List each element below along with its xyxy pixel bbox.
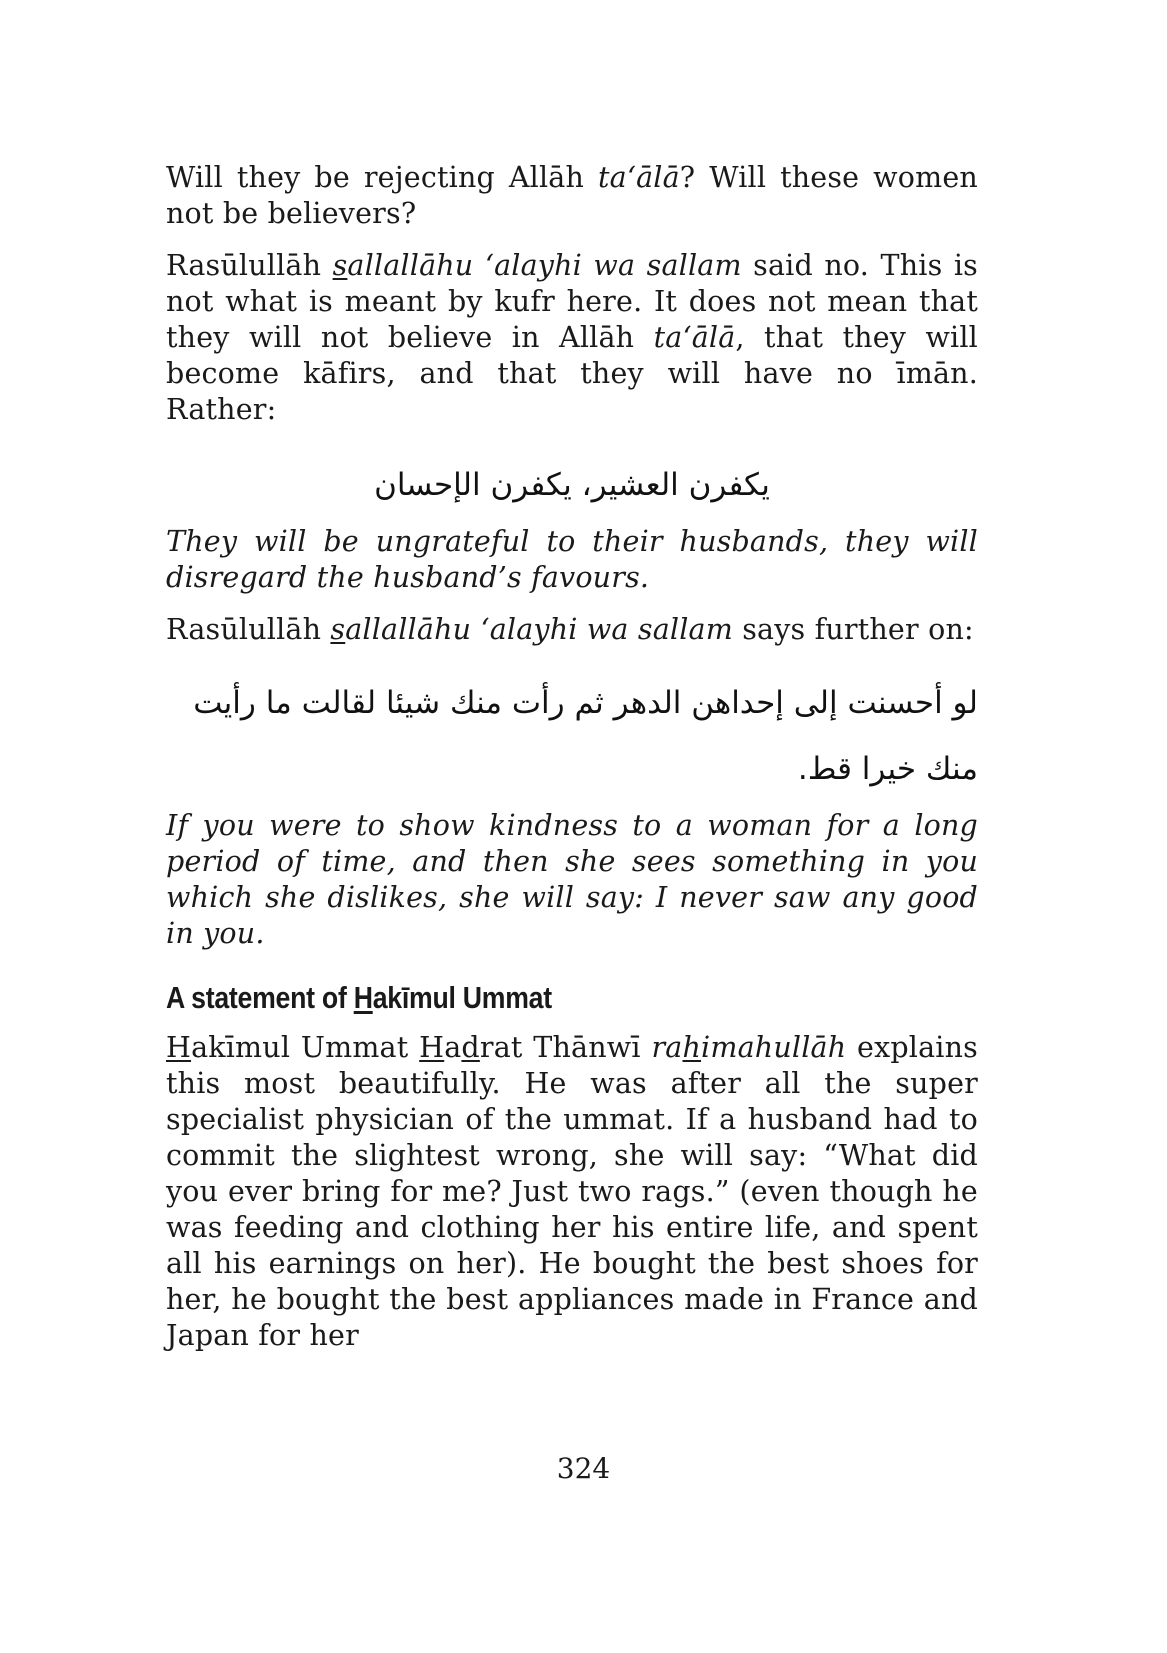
underlined-letter: d — [461, 1031, 480, 1064]
translation-2: If you were to show kindness to a woman for a long period of time, and then she sees something in you which she dislikes, she will say: I never saw any good in you. — [166, 809, 978, 950]
paragraph-1 — [166, 160, 978, 232]
text-run: said no. This is not what is meant by kufr here. It does not mean that they will not believe in Allāh — [166, 249, 978, 354]
text-run: Rasūlullāh — [166, 613, 331, 646]
paragraph-3 — [166, 612, 978, 648]
italic-term: ta‘ālā — [597, 161, 680, 194]
text-run: ? Will these women not be believers? — [166, 161, 978, 230]
page-body — [166, 160, 978, 1354]
translation-1: They will be ungrateful to their husbands, they will disregard the husband’s favours. — [166, 525, 978, 594]
text-run: , that they will become kāfirs, and that they will have no īmān. Rather: — [166, 321, 978, 426]
text-run: Rasūlullāh — [166, 249, 333, 282]
salutation — [330, 613, 733, 646]
text-run: says further on: — [732, 613, 974, 646]
text-run: a — [444, 1031, 462, 1064]
text-run: ra — [651, 1031, 683, 1064]
text-run: allallāhu ‘alayhi wa sallam — [345, 613, 733, 646]
underlined-letter: s — [330, 613, 346, 646]
arabic-quote-1: يكفرن العشير، يكفرن الإحسان — [374, 467, 770, 503]
text-run: akīmul Ummat — [372, 980, 552, 1015]
salutation — [333, 249, 742, 282]
paragraph-4 — [166, 1030, 978, 1354]
text-run: rat Thānwī — [479, 1031, 652, 1064]
arabic-quote-2: لو أحسنت إلى إحداهن الدهر ثم رأت منك شيئا لقالت ما رأيت منك خيرا قط. — [193, 685, 978, 787]
text-run: A statement of — [166, 980, 354, 1015]
underlined-letter: h — [682, 1031, 702, 1064]
text-run: allallāhu ‘alayhi wa sallam — [347, 249, 742, 282]
text-run: explains this most beautifully. He was after all the super specialist physician of the ummat. If a husband had to commit the slightest wrong, she will say: “What did you ever bring for me? Just two rags.” (even though he was feeding and clothing her his entire life, and spent all his earnings on her). He bought the best shoes for her, he bought the best appliances made in France and Japan for her — [166, 1031, 979, 1352]
page-number: 324 — [556, 1452, 611, 1485]
text-run: akīmul Ummat — [191, 1031, 420, 1064]
text-run: imahullāh — [701, 1031, 847, 1064]
underlined-letter: H — [419, 1031, 445, 1064]
underlined-letter: s — [332, 249, 348, 282]
underlined-letter: H — [166, 1031, 192, 1064]
text-run: Will they be rejecting Allāh — [166, 161, 598, 194]
underlined-letter: H — [353, 980, 373, 1015]
section-heading — [166, 978, 864, 1018]
italic-term: ta‘ālā — [653, 321, 736, 354]
paragraph-2 — [166, 248, 978, 428]
honorific — [651, 1031, 846, 1064]
